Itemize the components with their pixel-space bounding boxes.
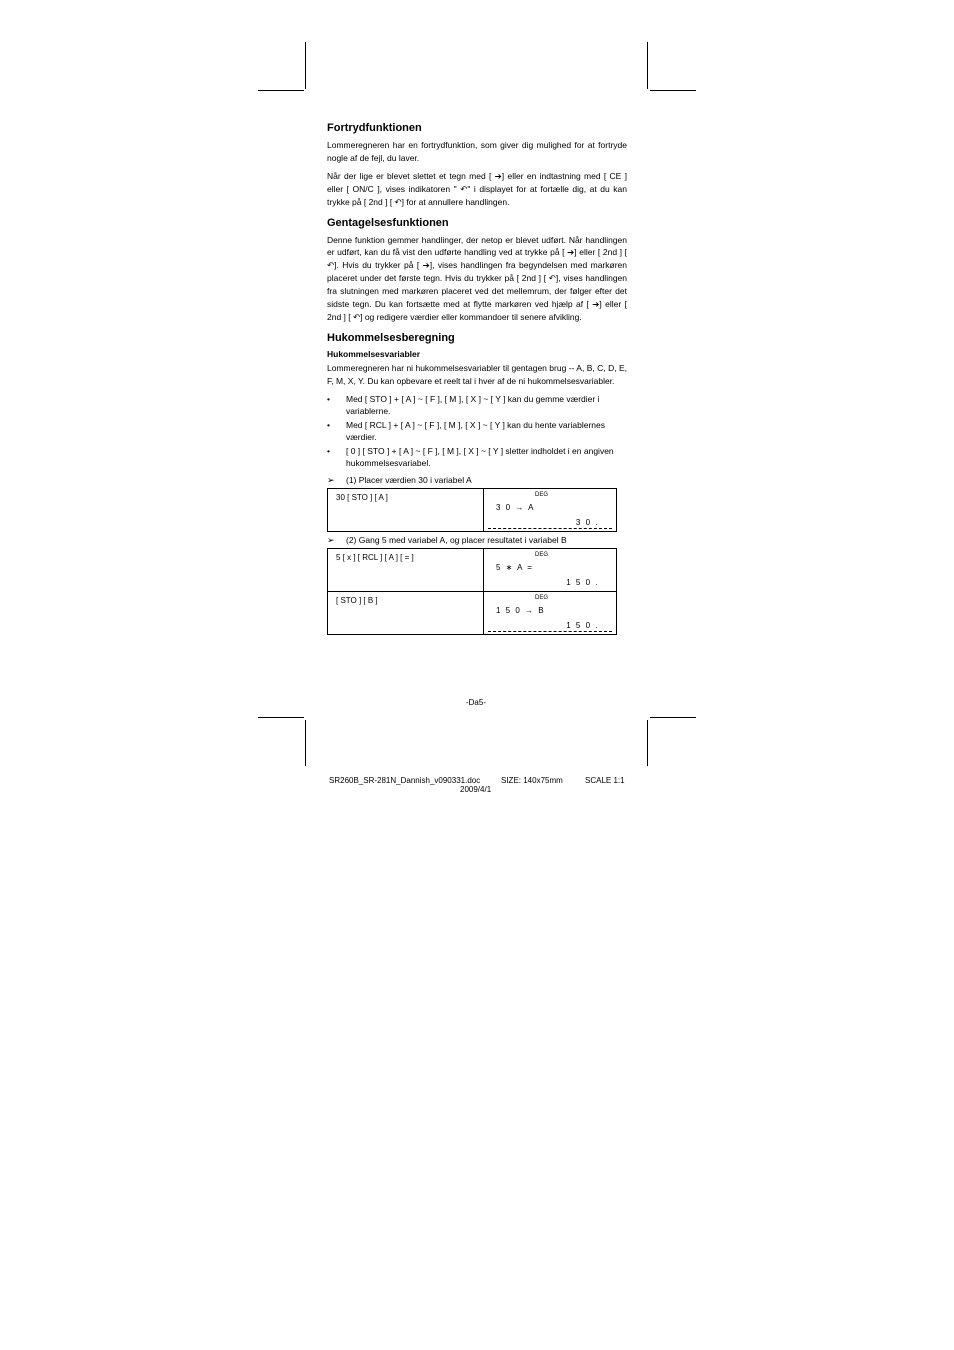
paragraph: Når der lige er blevet slettet et tegn med [ ➔] eller en indtastning med [ CE ] eller [ ON/C ], vises indikatoren " ↶" i displayet for at fortælle dig, at du kan trykke på [ 2nd ] [ ↶] for at annullere handlingen. — [327, 170, 627, 207]
example-table — [327, 488, 617, 532]
list-item: • Med [ STO ] + [ A ] ~ [ F ], [ M ], [ X ] ~ [ Y ] kan du gemme værdier i variablerne. — [327, 393, 600, 417]
paragraph: Lommeregneren har ni hukommelsesvariabler til gentagen brug -- A, B, C, D, E, F, M, X, Y. Du kan opbevare et reelt tal i hver af de ni hukommelsesvariabler. — [327, 362, 627, 386]
crop-mark — [647, 42, 648, 89]
key-sequence: 5 [ x ] [ RCL ] [ A ] [ = ] — [328, 548, 484, 591]
table-row — [328, 488, 617, 531]
example-caption: ➢ (2) Gang 5 med variabel A, og placer resultatet i variabel B — [327, 534, 567, 545]
crop-mark — [650, 90, 696, 91]
display-entry: 5 ∗ A = — [496, 562, 534, 572]
display-entry: 1 5 0 → B — [496, 605, 546, 615]
bullet-icon: • — [327, 445, 330, 456]
arrowhead-icon: ➢ — [327, 534, 335, 545]
deg-indicator: DEG — [535, 491, 549, 498]
crop-mark — [650, 717, 696, 718]
key-sequence: [ STO ] [ B ] — [328, 591, 484, 634]
calculator-display — [484, 548, 617, 591]
display-divider — [488, 631, 612, 632]
page-content — [327, 122, 627, 637]
table-row — [328, 548, 617, 591]
page-number: -Da5- — [465, 698, 486, 707]
bullet-icon: • — [327, 393, 330, 404]
crop-mark — [647, 720, 648, 766]
deg-indicator: DEG — [535, 551, 549, 558]
crop-mark — [258, 90, 304, 91]
key-sequence: 30 [ STO ] [ A ] — [328, 488, 484, 531]
table-row — [328, 591, 617, 634]
subsection-title: Hukommelsesvariabler — [327, 348, 421, 359]
crop-mark — [258, 717, 304, 718]
display-result: 1 5 0 . — [566, 577, 599, 587]
display-divider — [488, 528, 612, 529]
bullet-icon: • — [327, 419, 330, 430]
crop-mark — [305, 42, 306, 89]
calculator-display — [484, 591, 617, 634]
footer-date: 2009/4/1 — [460, 785, 492, 794]
list-item: • Med [ RCL ] + [ A ] ~ [ F ], [ M ], [ X ] ~ [ Y ] kan du hente variablernes værdier. — [327, 419, 605, 443]
footer-scale: SCALE 1:1 — [585, 776, 625, 785]
bullet-list — [327, 393, 627, 470]
paragraph: Denne funktion gemmer handlinger, der netop er blevet udført. Når handlingen er udført, kan du få vist den udførte handling ved at trykke på [ ➔] eller [ 2nd ] [ ↶]. Hvis du trykker på [ ➔], vises handlingen fra begyndelsen med markøren placeret under det første tegn. Hvis du trykker på [ 2nd ] [ ↶], vises handlingen fra slutningen med markøren placeret ved det mellemrum, der følger efter det sidste tegn. Du kan fortsætte med at flytte markøren ved hjælp af [ ➔] eller [ 2nd ] [ ↶] og redigere værdier eller kommandoer til senere afvikling. — [327, 234, 627, 322]
section-title-repeat: Gentagelsesfunktionen — [327, 216, 449, 229]
calculator-display — [484, 488, 617, 531]
crop-mark — [305, 720, 306, 766]
deg-indicator: DEG — [535, 594, 549, 601]
arrowhead-icon: ➢ — [327, 474, 335, 485]
list-item: • [ 0 ] [ STO ] + [ A ] ~ [ F ], [ M ], [ X ] ~ [ Y ] sletter indholdet i en angiven hukommelsesvariabel. — [327, 445, 614, 469]
example-caption: ➢ (1) Placer værdien 30 i variabel A — [327, 474, 472, 485]
example-table — [327, 548, 617, 635]
paragraph: Lommeregneren har en fortrydfunktion, som giver dig mulighed for at fortryde nogle af de fejl, du laver. — [327, 140, 627, 163]
display-result: 1 5 0 . — [566, 620, 599, 630]
display-entry: 3 0 → A — [496, 502, 535, 512]
display-result: 3 0 . — [575, 517, 599, 527]
section-title-memory: Hukommelsesberegning — [327, 331, 455, 344]
section-title-undo: Fortrydfunktionen — [327, 122, 422, 134]
footer-filename: SR260B_SR-281N_Dannish_v090331.doc — [329, 776, 481, 785]
footer-size: SIZE: 140x75mm — [501, 776, 563, 785]
